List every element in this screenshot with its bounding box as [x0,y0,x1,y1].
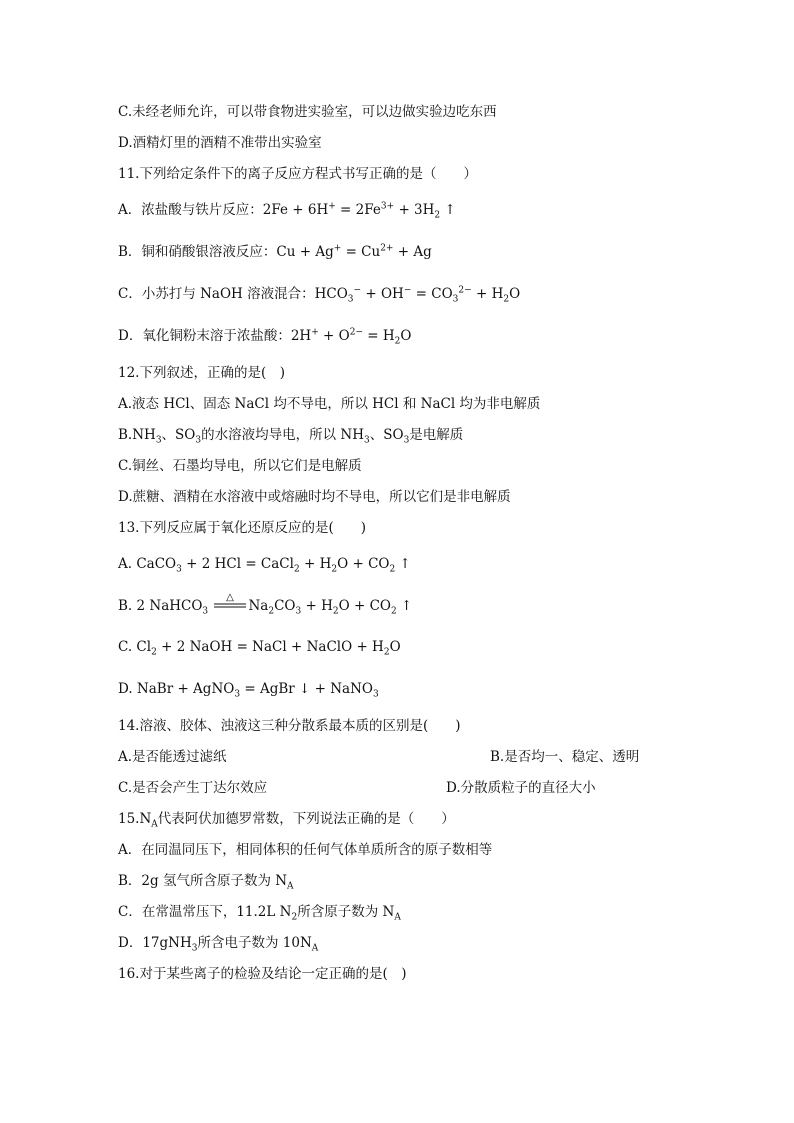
q13-option-c: C. $Cl_2 + 2$ NaOH = NaCl + NaClO + $H_2O$ [118,639,401,658]
q15-option-c: C．在常温常压下，11.2L $N_2$所含原子数为 $N_A$ [118,904,401,923]
q11-option-a [118,201,456,219]
q12-option-c: C.铜丝、石墨均导电，所以它们是电解质 [118,458,362,474]
q12-stem: 12.下列叙述，正确的是( ) [118,365,286,381]
q13-option-d: D. NaBr + AgNO$_3$ = AgBr ↓ + NaNO$_3$ [118,681,379,700]
q15-stem: $15.N_A$代表阿伏加德罗常数，下列说法正确的是（ ） [118,811,455,830]
q14-option-c: C.是否会产生丁达尔效应 [118,780,268,796]
q11-option-b [118,243,432,261]
delta-symbol: △ [226,592,235,603]
q10-option-d: D.酒精灯里的酒精不准带出实验室 [118,135,322,151]
q12-option-b: $B.NH_3$、$SO_3$的水溶液均导电，所以 $NH_3$、$SO_3$是电解质 [118,427,464,446]
q11-stem: 11.下列给定条件下的离子反应方程式书写正确的是（ ） [118,166,477,182]
q12-option-d: D.蔗糖、酒精在水溶液中或熔融时均不导电，所以它们是非电解质 [118,489,511,505]
q10-option-c: C.未经老师允许，可以带食物进实验室，可以边做实验边吃东西 [118,104,497,120]
q14-option-a: A.是否能透过滤纸 [118,749,227,765]
q11c-label: C．小苏打与 NaOH 溶液混合： [118,286,315,302]
q15-option-d: D．17gNH$_3$所含电子数为 $10N_A$ [118,935,319,954]
q11b-equation: $Cu + Ag^+ = Cu^{2+} + Ag$ [276,243,432,260]
q11a-label: A．浓盐酸与铁片反应： [118,202,263,218]
q14-option-b: B.是否均一、稳定、透明 [490,749,640,765]
q11c-equation: $HCO_3^- + OH^- = CO_3^{2-} + H_2O$ [314,285,521,305]
q11-option-c [118,285,520,303]
q11a-equation: $2Fe + 6H^+ = 2Fe^{3+} + 3H_2$ ↑ [262,201,456,221]
q11d-label: D．氧化铜粉末溶于浓盐酸： [118,328,291,344]
heat-condition-arrow [213,592,247,612]
q13-option-b: B. 2 NaHCO$_3$ △ $Na_2CO_3 + H_2O + CO_2$ ↑ [118,592,413,617]
q15-option-a: A．在同温同压下，相同体积的任何气体单质所含的原子数相等 [118,842,493,858]
q15-stem-text: 代表阿伏加德罗常数，下列说法正确的是（ ） [157,811,455,827]
q11d-equation: $2H^+ + O^{2-} = H_2O$ [290,327,412,347]
q13-stem: 13.下列反应属于氧化还原反应的是( ) [118,520,367,536]
q11-option-d [118,327,411,345]
q15-option-b: B．2g 氢气所含原子数为 $N_A$ [118,873,294,892]
q14-stem: 14.溶液、胶体、浊液这三种分散系最本质的区别是( ) [118,718,461,734]
q16-stem: 16.对于某些离子的检验及结论一定正确的是( ) [118,966,407,982]
q12-option-a: A.液态 HCl、固态 NaCl 均不导电，所以 HCl 和 NaCl 均为非电解质 [118,396,541,412]
q13-option-a: A. CaCO$_3$ + 2 HCl = CaCl$_2$ + $H_2O + CO_2$ ↑ [118,556,411,575]
q11b-label: B．铜和硝酸银溶液反应： [118,244,277,260]
q14-option-d: D.分散质粒子的直径大小 [446,780,596,796]
